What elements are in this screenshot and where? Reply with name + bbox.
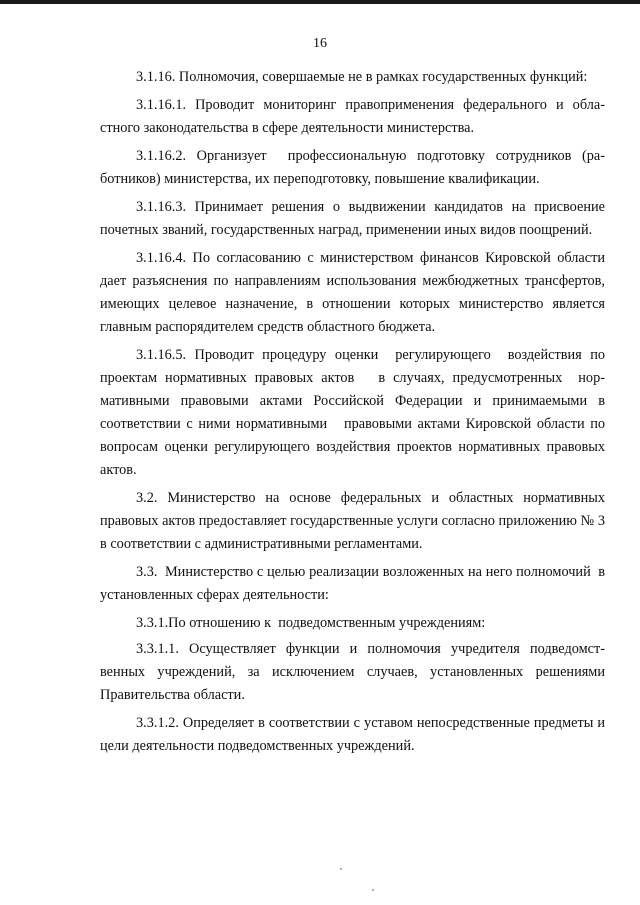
top-scan-border	[0, 0, 640, 4]
scan-speck	[372, 889, 374, 891]
paragraph-3-1-16-3: 3.1.16.3. Принимает решения о выдвижении кандидатов на присвоение почетных званий, государственных наград, применении иных видов поощрений.	[100, 199, 609, 238]
paragraph-3-1-16: 3.1.16. Полномочия, совершаемые не в рамках государственных функций:	[136, 69, 588, 85]
paragraph-3-3-1-1: 3.3.1.1. Осуществляет функции и полномочия учредителя подведомственных учреждений, за исключением случаев, установленных решениями Правительства области.	[100, 641, 609, 703]
paragraph-3-2: 3.2. Министерство на основе федеральных и областных нормативных правовых актов предоставляет государственные услуги согласно приложению № 3 в соответствии с административными регламентами.	[100, 490, 609, 552]
paragraph-3-1-16-2: 3.1.16.2. Организует профессиональную подготовку сотрудников (работников) министерства, их переподготовку, повышение квалификации.	[100, 148, 605, 187]
scan-speck	[340, 868, 342, 870]
document-body	[100, 66, 613, 763]
paragraph-3-1-16-1: 3.1.16.1. Проводит мониторинг правоприменения федерального и областного законодательства в сфере деятельности министерства.	[100, 97, 605, 136]
paragraph-3-3: 3.3. Министерство с целью реализации возложенных на него полномочий в установленных сферах деятельности:	[100, 564, 609, 603]
paragraph-3-1-16-5: 3.1.16.5. Проводит процедуру оценки регулирующего воздействия по проектам нормативных правовых актов в случаях, предусмотренных нормативными правовыми актами Российской Федерации и принимаемыми в соответствии с ними нормативными правовыми актами Кировской области по вопросам оценки регулирующего воздействия проектов нормативных правовых актов.	[100, 347, 613, 478]
page-number: 16	[313, 36, 327, 51]
paragraph-3-3-1-2: 3.3.1.2. Определяет в соответствии с уставом непосредственные предметы и цели деятельности подведомственных учреждений.	[100, 715, 609, 754]
paragraph-3-3-1: 3.3.1.По отношению к подведомственным учреждениям:	[136, 615, 486, 631]
paragraph-3-1-16-4: 3.1.16.4. По согласованию с министерством финансов Кировской области дает разъяснения по направлениям использования межбюджетных трансфертов, имеющих целевое назначение, в отношении которых министерство является главным распорядителем средств областного бюджета.	[100, 250, 609, 335]
